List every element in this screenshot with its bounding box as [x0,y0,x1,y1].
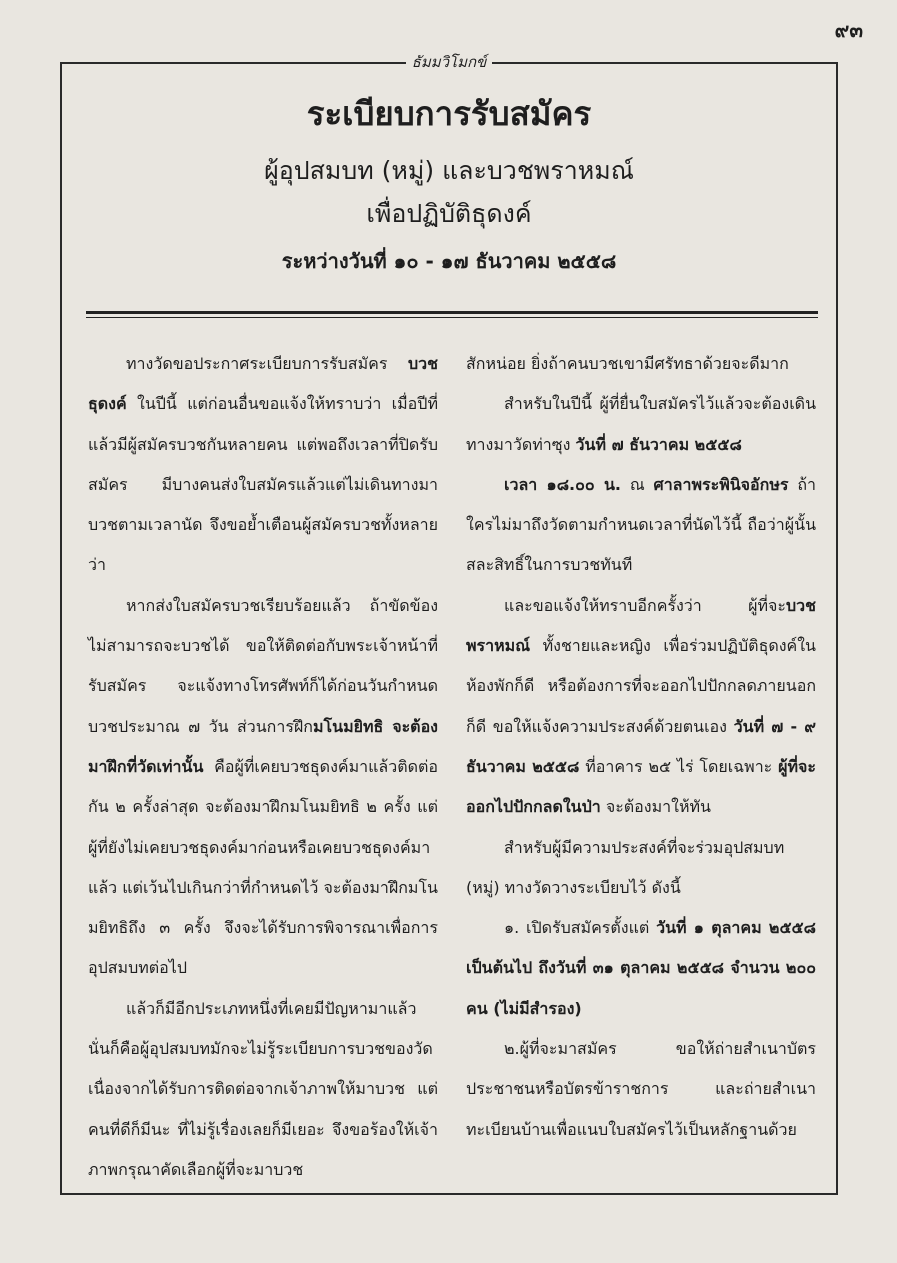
bold-text: วันที่ ๗ - ๙ ธันวาคม ๒๕๕๘ [466,716,816,776]
paragraph [466,384,816,465]
left-column [88,344,438,1190]
journal-name: ธัมมวิโมกข์ [406,53,493,71]
paragraph-text: ในปีนี้ แต่ก่อนอื่นขอแจ้งให้ทราบว่า เมื่อปีที่แล้วมีผู้สมัครบวชกันหลายคน แต่พอถึงเวลาที่ปิดรับสมัคร มีบางคนส่งใบสมัครแล้วแต่ไม่เดินทางมาบวชตามเวลานัด จึงขอย้ำเตือนผู้สมัครบวชทั้งหลายว่า [88,394,438,575]
bold-text: วันที่ ๗ ธันวาคม ๒๕๕๘ [575,434,742,454]
list-item [466,908,816,1029]
paragraph-text: ๒.ผู้ที่จะมาสมัคร ขอให้ถ่ายสำเนาบัตรประชาชนหรือบัตรข้าราชการ และถ่ายสำเนาทะเบียนบ้านเพื่อแนบใบสมัครไว้เป็นหลักฐานด้วย [466,1039,816,1139]
page-number: ๙๓ [834,18,863,42]
paragraph [466,465,816,586]
paragraph-text: สักหน่อย ยิ่งถ้าคนบวชเขามีศรัทธาด้วยจะดีมาก [466,354,789,373]
journal-name-banner [62,50,836,74]
paragraph-text: ทั้งชายและหญิง เพื่อร่วมปฏิบัติธุดงค์ในห้องพักก็ดี หรือต้องการที่จะออกไปปักกลดภายนอกก็ดี ขอให้แจ้งความประสงค์ด้วยตนเอง [466,636,816,736]
paragraph-text: ถ้าใครไม่มาถึงวัดตามกำหนดเวลาที่นัดไว้นี้ ถือว่าผู้นั้นสละสิทธิ์ในการบวชทันที [466,474,817,575]
paragraph-text: ณ [621,474,654,494]
article-subtitle-line2: เพื่อปฏิบัติธุดงค์ [366,199,532,228]
bold-text: มโนมยิทธิ จะต้องมาฝึกที่วัดเท่านั้น [88,716,438,776]
paragraph [466,586,816,828]
paragraph [88,344,438,586]
article-header [62,88,836,278]
paragraph [88,586,438,989]
paragraph-text: แล้วก็มีอีกประเภทหนึ่งที่เคยมีปัญหามาแล้ว นั่นก็คือผู้อุปสมบทมักจะไม่รู้ระเบียบการบวชของวัด เนื่องจากได้รับการติดต่อจากเจ้าภาพให้มาบวช แต่คนที่ดีก็มีนะ ที่ไม่รู้เรื่องเลยก็มีเยอะ จึงขอร้องให้เจ้าภาพกรุณาคัดเลือกผู้ที่จะมาบวช [88,998,438,1179]
paragraph-text: ทางวัดขอประกาศระเบียบการรับสมัคร [126,354,408,373]
bold-text: ผู้ที่จะออกไปปักกลดในป่า [466,756,816,817]
paragraph-text: หากส่งใบสมัครบวชเรียบร้อยแล้ว ถ้าขัดข้องไม่สามารถจะบวชได้ ขอให้ติดต่อกับพระเจ้าหน้าที่รับสมัคร จะแจ้งทางโทรศัพท์ก็ได้ก่อนวันกำหนดบวชประมาณ ๗ วัน ส่วนการฝึก [88,595,438,736]
bold-text: วันที่ ๑ ตุลาคม ๒๕๕๘ เป็นต้นไป ถึงวันที่ ๓๑ ตุลาคม ๒๕๕๘ จำนวน ๒๐๐ คน (ไม่มีสำรอง) [466,918,817,1018]
paragraph-text: จะต้องมาให้ทัน [600,797,711,817]
paragraph-text: สำหรับในปีนี้ ผู้ที่ยื่นใบสมัครไว้แล้วจะต้องเดินทางมาวัดท่าซุง [466,394,816,454]
bold-text: ศาลาพระพินิจอักษร [653,474,789,494]
article-title: ระเบียบการรับสมัคร [306,94,592,133]
bold-text: เวลา ๑๘.๐๐ น. [504,474,622,494]
right-column [466,344,816,1190]
list-item [466,1029,816,1150]
article-frame [60,53,838,1195]
article-body [88,344,816,1190]
paragraph [466,828,816,909]
paragraph-text: และขอแจ้งให้ทราบอีกครั้งว่า ผู้ที่จะ [504,595,786,615]
header-divider-thin [86,317,818,318]
paragraph [466,344,816,384]
paragraph-text: ที่อาคาร ๒๕ ไร่ โดยเฉพาะ [579,756,779,776]
paragraph-text: สำหรับผู้มีความประสงค์ที่จะร่วมอุปสมบท (หมู่) ทางวัดวางระเบียบไว้ ดังนี้ [466,837,785,897]
article-subtitle-line1: ผู้อุปสมบท (หมู่) และบวชพราหมณ์ [264,156,634,185]
paragraph-text: คือผู้ที่เคยบวชธุดงค์มาแล้วติดต่อกัน ๒ ครั้งล่าสุด จะต้องมาฝึกมโนมยิทธิ ๒ ครั้ง แต่ผู้ที่ยังไม่เคยบวชธุดงค์มาก่อนหรือเคยบวชธุดงค์มาแล้ว แต่เว้นไปเกินกว่าที่กำหนดไว้ จะต้องมาฝึกมโนมยิทธิถึง ๓ ครั้ง จึงจะได้รับการพิจารณาเพื่อการอุปสมบทต่อไป [88,756,438,978]
bold-text: บวชธุดงค์ [88,354,438,414]
header-divider-thick [86,311,818,314]
bold-text: บวชพราหมณ์ [466,595,816,656]
paragraph-text: ๑. เปิดรับสมัครตั้งแต่ [504,918,657,938]
date-range: ระหว่างวันที่ ๑๐ - ๑๗ ธันวาคม ๒๕๕๘ [281,249,617,273]
paragraph [88,989,438,1190]
